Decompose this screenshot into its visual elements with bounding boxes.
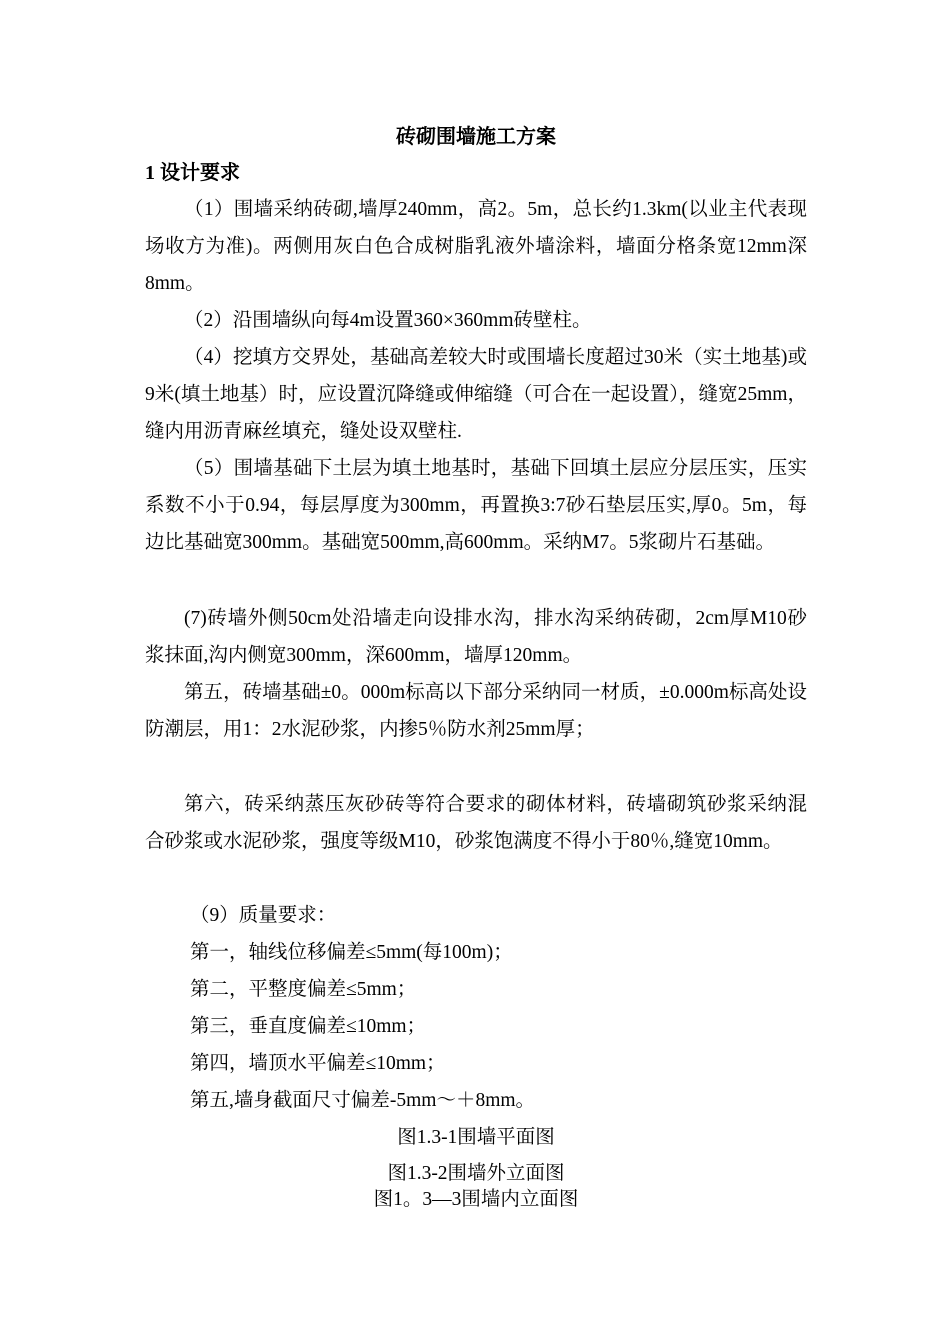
figure-caption-2: 图1.3-2围墙外立面图 [387, 1163, 565, 1184]
document-title: 砖砌围墙施工方案 [396, 126, 556, 148]
figure-caption-3: 图1。3—3围墙内立面图 [373, 1189, 579, 1210]
paragraph-7: 第六，砖采纳蒸压灰砂砖等符合要求的砌体材料，砖墙砌筑砂浆采纳混合砂浆或水泥砂浆，强度等级M10，砂浆饱满度不得小于80％,缝宽10mm。 [145, 794, 807, 852]
paragraph-5: (7)砖墙外侧50cm处沿墙走向设排水沟，排水沟采纳砖砌，2cm厚M10砂浆抹面,沟内侧宽300mm，深600mm，墙厚120mm。 [145, 608, 807, 666]
quality-title: （9）质量要求： [190, 905, 337, 926]
quality-item-2: 第二，平整度偏差≤5mm； [190, 979, 417, 1000]
quality-item-5: 第五,墙身截面尺寸偏差-5mm～＋8mm。 [190, 1090, 536, 1111]
paragraph-4: （5）围墙基础下土层为填土地基时，基础下回填土层应分层压实，压实系数不小于0.94，每层厚度为300mm，再置换3:7砂石垫层压实,厚0。5m，每边比基础宽300mm。基础宽500mm,高600mm。采纳M7。5浆砌片石基础。 [145, 458, 807, 553]
quality-item-1: 第一，轴线位移偏差≤5mm(每100m)； [190, 942, 513, 963]
quality-item-4: 第四，墙顶水平偏差≤10mm； [190, 1053, 446, 1074]
quality-item-3: 第三，垂直度偏差≤10mm； [190, 1016, 427, 1037]
figure-caption-1: 图1.3-1围墙平面图 [397, 1127, 555, 1148]
paragraph-2: （2）沿围墙纵向每4m设置360×360mm砖壁柱。 [184, 310, 592, 331]
section-heading: 1 设计要求 [145, 162, 240, 184]
paragraph-3: （4）挖填方交界处，基础高差较大时或围墙长度超过30米（实土地基)或9米(填土地基）时，应设置沉降缝或伸缩缝（可合在一起设置），缝宽25mm，缝内用沥青麻丝填充，缝处设双壁柱. [145, 347, 807, 442]
paragraph-6: 第五，砖墙基础±0。000m标高以下部分采纳同一材质，±0.000m标高处设防潮层，用1：2水泥砂浆，内掺5％防水剂25mm厚； [145, 682, 807, 740]
paragraph-1: （1）围墙采纳砖砌,墙厚240mm，高2。5m，总长约1.3km(以业主代表现场收方为准)。两侧用灰白色合成树脂乳液外墙涂料，墙面分格条宽12mm深8mm。 [145, 199, 807, 294]
